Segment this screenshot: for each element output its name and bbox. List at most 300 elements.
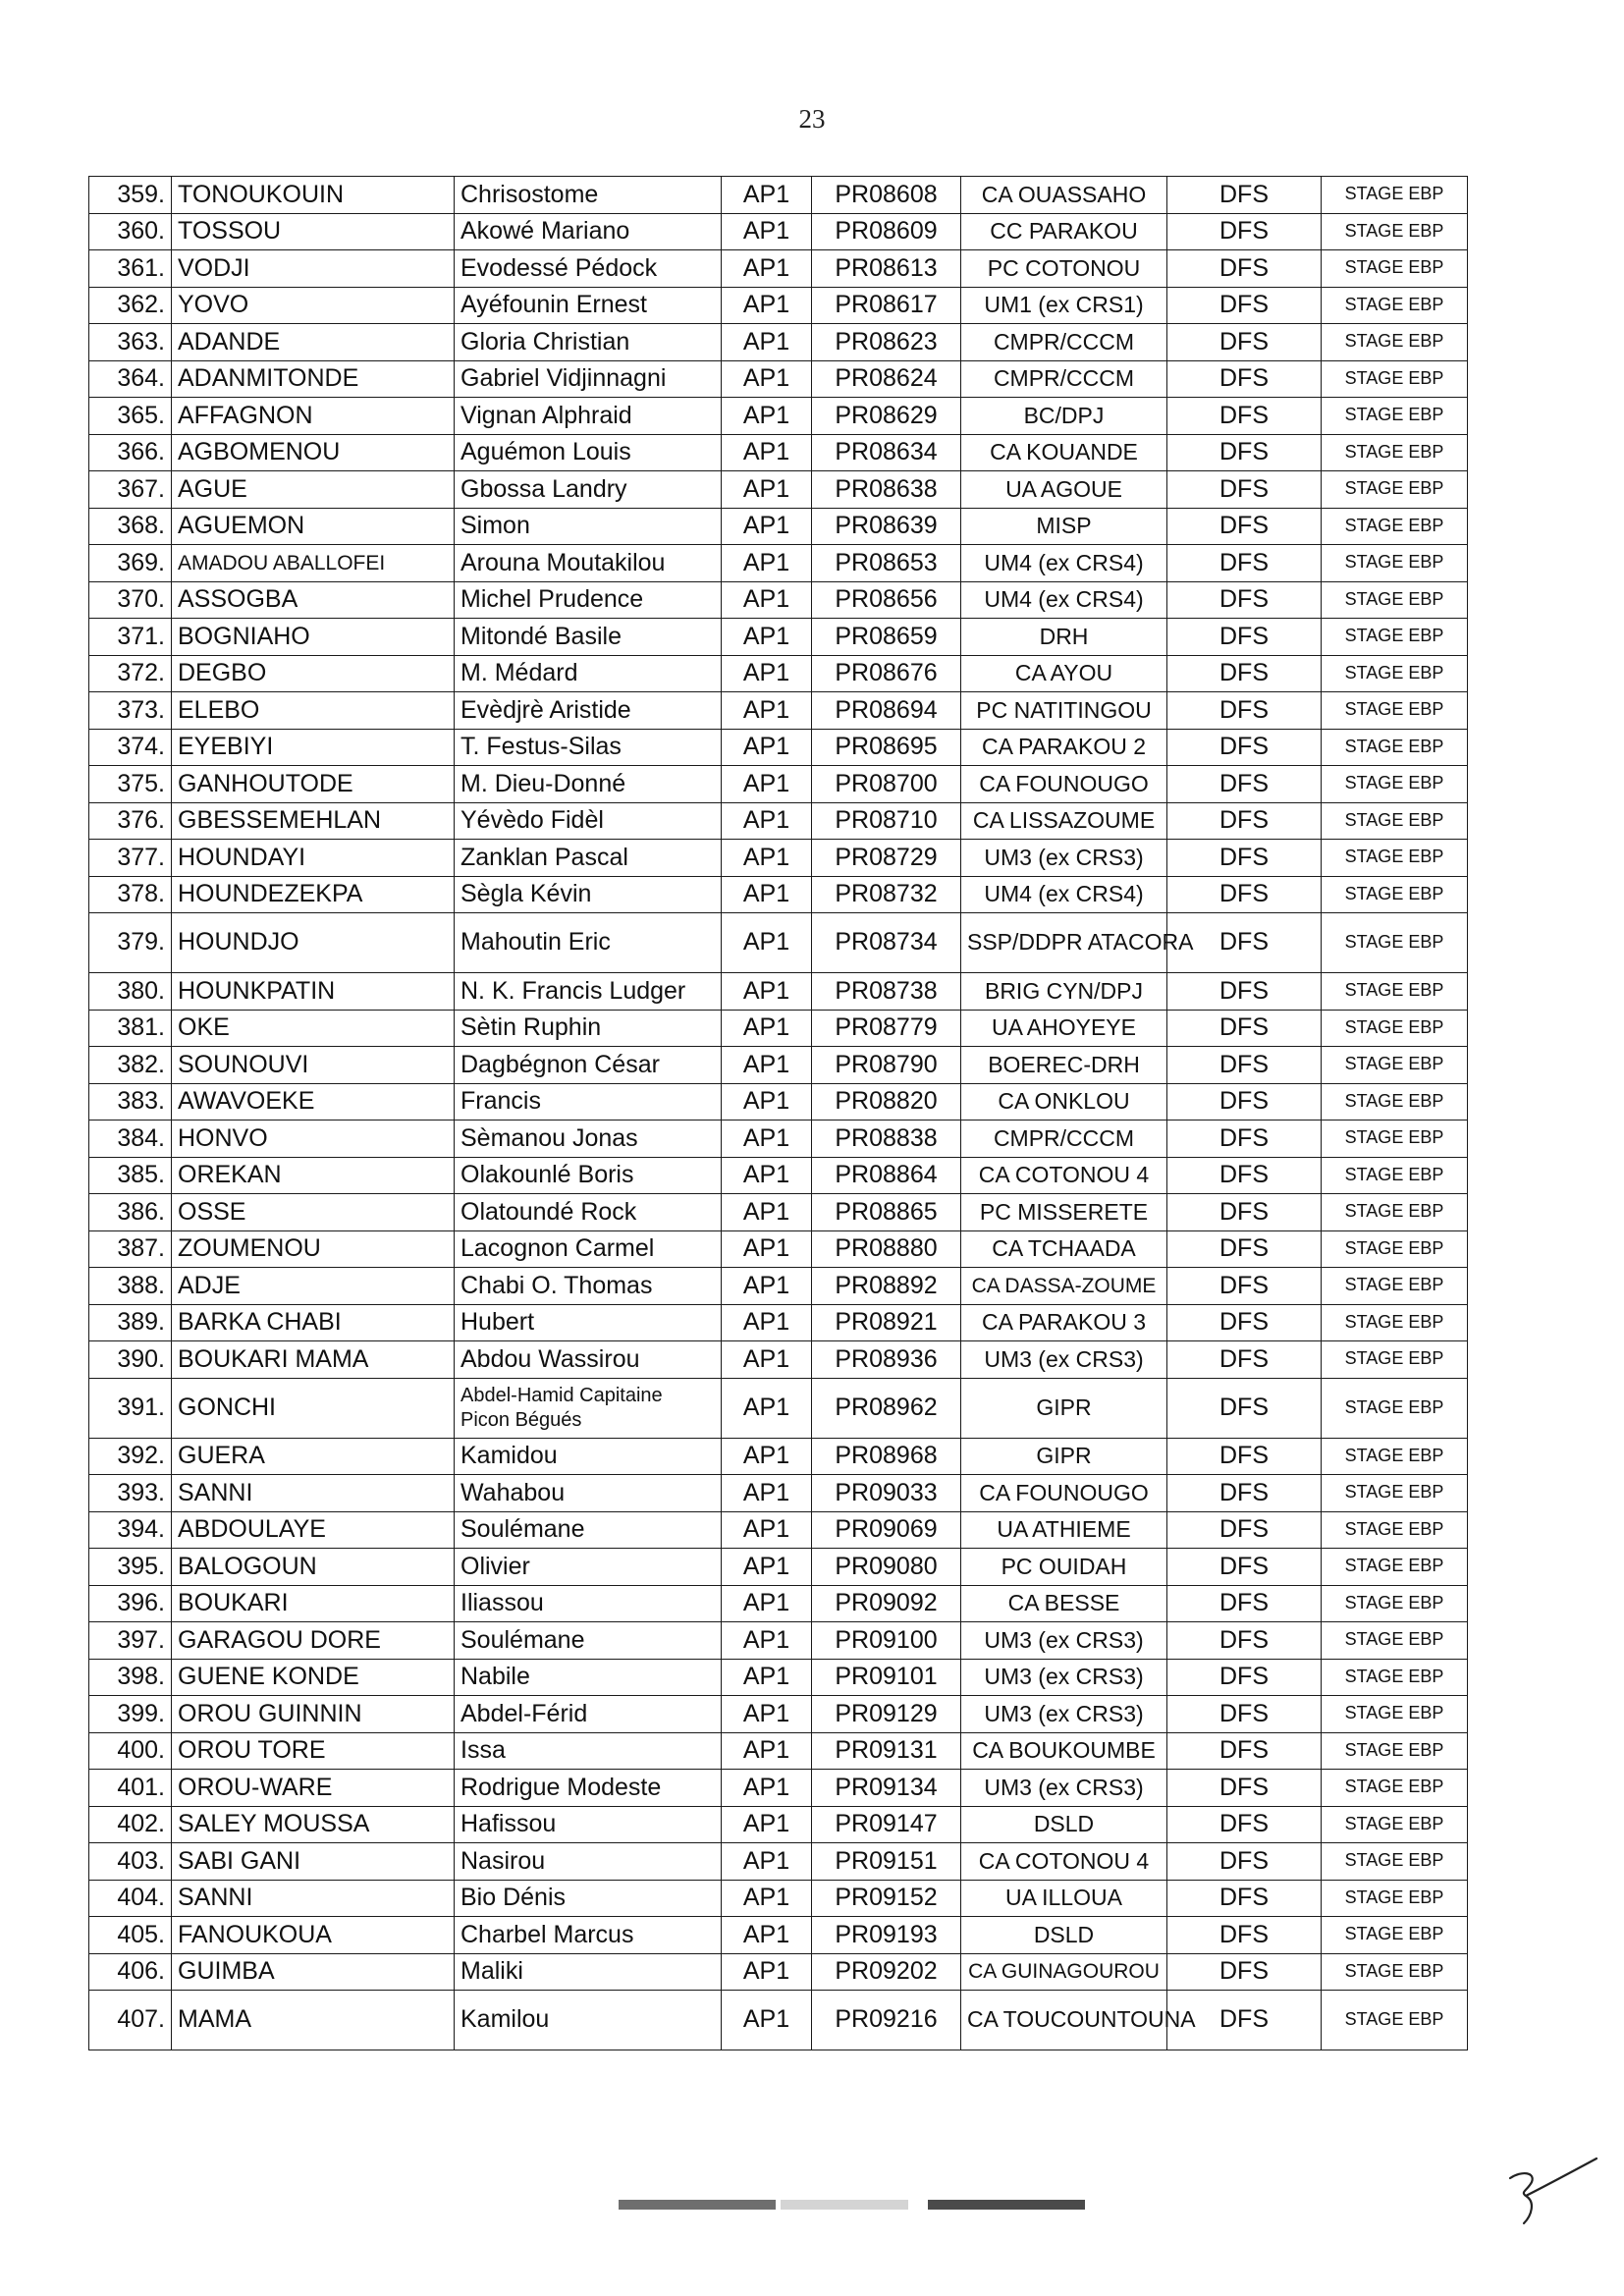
firstname-cell: Ayéfounin Ernest <box>455 287 722 324</box>
stage-cell: STAGE EBP <box>1322 1230 1468 1268</box>
table-row <box>89 1194 1468 1231</box>
table-row <box>89 1843 1468 1881</box>
stage-cell: STAGE EBP <box>1322 1917 1468 1954</box>
firstname-cell: Sègla Kévin <box>455 876 722 913</box>
service-cell: UM3 (ex CRS3) <box>961 1696 1167 1733</box>
firstname-cell: Hubert <box>455 1304 722 1341</box>
registration-code-cell: PR08676 <box>812 655 961 692</box>
grade-cell: AP1 <box>722 581 812 619</box>
grade-cell: AP1 <box>722 545 812 582</box>
firstname-cell: Wahabou <box>455 1475 722 1512</box>
stage-cell: STAGE EBP <box>1322 1880 1468 1917</box>
surname-cell: SANNI <box>172 1475 455 1512</box>
surname-cell: SALEY MOUSSA <box>172 1806 455 1843</box>
firstname-cell: Gloria Christian <box>455 324 722 361</box>
grade-cell: AP1 <box>722 324 812 361</box>
registration-code-cell: PR08609 <box>812 213 961 250</box>
table-row <box>89 1047 1468 1084</box>
registration-code-cell: PR09069 <box>812 1511 961 1549</box>
grade-cell: AP1 <box>722 1230 812 1268</box>
row-number: 361. <box>89 250 172 288</box>
firstname-cell: Abdel-Férid <box>455 1696 722 1733</box>
direction-cell: DFS <box>1167 692 1322 730</box>
row-number: 394. <box>89 1511 172 1549</box>
table-row <box>89 1732 1468 1770</box>
service-cell: UA ILLOUA <box>961 1880 1167 1917</box>
stage-cell: STAGE EBP <box>1322 619 1468 656</box>
scan-bar-middle <box>781 2200 908 2210</box>
table-row <box>89 287 1468 324</box>
grade-cell: AP1 <box>722 973 812 1011</box>
grade-cell: AP1 <box>722 1991 812 2050</box>
registration-code-cell: PR09131 <box>812 1732 961 1770</box>
grade-cell: AP1 <box>722 360 812 398</box>
table-row <box>89 1659 1468 1696</box>
stage-cell: STAGE EBP <box>1322 1843 1468 1881</box>
direction-cell: DFS <box>1167 324 1322 361</box>
row-number: 367. <box>89 471 172 509</box>
registration-code-cell: PR08617 <box>812 287 961 324</box>
firstname-cell: Rodrigue Modeste <box>455 1770 722 1807</box>
service-cell: UM3 (ex CRS3) <box>961 840 1167 877</box>
firstname-cell: Charbel Marcus <box>455 1917 722 1954</box>
table-row <box>89 1304 1468 1341</box>
table-row <box>89 1880 1468 1917</box>
stage-cell: STAGE EBP <box>1322 802 1468 840</box>
stage-cell: STAGE EBP <box>1322 1732 1468 1770</box>
grade-cell: AP1 <box>722 1157 812 1194</box>
direction-cell: DFS <box>1167 545 1322 582</box>
stage-cell: STAGE EBP <box>1322 1622 1468 1660</box>
table-row <box>89 545 1468 582</box>
grade-cell: AP1 <box>722 177 812 214</box>
direction-cell: DFS <box>1167 913 1322 973</box>
registration-code-cell: PR08880 <box>812 1230 961 1268</box>
registration-code-cell: PR08790 <box>812 1047 961 1084</box>
service-cell: CA COTONOU 4 <box>961 1843 1167 1881</box>
table-row <box>89 471 1468 509</box>
registration-code-cell: PR08700 <box>812 766 961 803</box>
firstname-cell: Hafissou <box>455 1806 722 1843</box>
registration-code-cell: PR08638 <box>812 471 961 509</box>
grade-cell: AP1 <box>722 1083 812 1121</box>
row-number: 378. <box>89 876 172 913</box>
table-row <box>89 1378 1468 1438</box>
registration-code-cell: PR08634 <box>812 434 961 471</box>
registration-code-cell: PR08779 <box>812 1010 961 1047</box>
stage-cell: STAGE EBP <box>1322 973 1468 1011</box>
surname-cell: FANOUKOUA <box>172 1917 455 1954</box>
service-cell: DSLD <box>961 1806 1167 1843</box>
registration-code-cell: PR08659 <box>812 619 961 656</box>
registration-code-cell: PR08729 <box>812 840 961 877</box>
stage-cell: STAGE EBP <box>1322 876 1468 913</box>
row-number: 362. <box>89 287 172 324</box>
firstname-cell: Soulémane <box>455 1622 722 1660</box>
firstname-cell: Francis <box>455 1083 722 1121</box>
service-cell: CMPR/CCCM <box>961 324 1167 361</box>
row-number: 391. <box>89 1378 172 1438</box>
grade-cell: AP1 <box>722 213 812 250</box>
row-number: 404. <box>89 1880 172 1917</box>
grade-cell: AP1 <box>722 1511 812 1549</box>
direction-cell: DFS <box>1167 1880 1322 1917</box>
firstname-cell: Nabile <box>455 1659 722 1696</box>
surname-cell: OROU-WARE <box>172 1770 455 1807</box>
registration-code-cell: PR08656 <box>812 581 961 619</box>
service-cell: CA PARAKOU 2 <box>961 729 1167 766</box>
stage-cell: STAGE EBP <box>1322 1953 1468 1991</box>
firstname-cell: M. Dieu-Donné <box>455 766 722 803</box>
row-number: 377. <box>89 840 172 877</box>
registration-code-cell: PR09080 <box>812 1549 961 1586</box>
service-cell: CA TOUCOUNTOUNA <box>961 1991 1167 2050</box>
registration-code-cell: PR09134 <box>812 1770 961 1807</box>
stage-cell: STAGE EBP <box>1322 1010 1468 1047</box>
table-row <box>89 655 1468 692</box>
grade-cell: AP1 <box>722 1880 812 1917</box>
surname-cell: OSSE <box>172 1194 455 1231</box>
row-number: 405. <box>89 1917 172 1954</box>
service-cell: CA KOUANDE <box>961 434 1167 471</box>
grade-cell: AP1 <box>722 729 812 766</box>
surname-cell: AGBOMENOU <box>172 434 455 471</box>
firstname-cell: Arouna Moutakilou <box>455 545 722 582</box>
service-cell: CA LISSAZOUME <box>961 802 1167 840</box>
surname-cell: GUENE KONDE <box>172 1659 455 1696</box>
registration-code-cell: PR09147 <box>812 1806 961 1843</box>
row-number: 374. <box>89 729 172 766</box>
registration-code-cell: PR08962 <box>812 1378 961 1438</box>
stage-cell: STAGE EBP <box>1322 1696 1468 1733</box>
firstname-cell: Mahoutin Eric <box>455 913 722 973</box>
row-number: 407. <box>89 1991 172 2050</box>
stage-cell: STAGE EBP <box>1322 177 1468 214</box>
registration-code-cell: PR08865 <box>812 1194 961 1231</box>
service-cell: BOEREC-DRH <box>961 1047 1167 1084</box>
registration-code-cell: PR08921 <box>812 1304 961 1341</box>
firstname-cell: Simon <box>455 508 722 545</box>
row-number: 384. <box>89 1121 172 1158</box>
grade-cell: AP1 <box>722 1549 812 1586</box>
scan-bar-right <box>928 2200 1085 2210</box>
direction-cell: DFS <box>1167 1585 1322 1622</box>
surname-cell: OKE <box>172 1010 455 1047</box>
direction-cell: DFS <box>1167 1991 1322 2050</box>
service-cell: UM3 (ex CRS3) <box>961 1770 1167 1807</box>
direction-cell: DFS <box>1167 802 1322 840</box>
service-cell: UM3 (ex CRS3) <box>961 1659 1167 1696</box>
firstname-cell: Chrisostome <box>455 177 722 214</box>
grade-cell: AP1 <box>722 802 812 840</box>
row-number: 379. <box>89 913 172 973</box>
row-number: 370. <box>89 581 172 619</box>
direction-cell: DFS <box>1167 1194 1322 1231</box>
service-cell: CA ONKLOU <box>961 1083 1167 1121</box>
direction-cell: DFS <box>1167 1696 1322 1733</box>
table-row <box>89 1475 1468 1512</box>
surname-cell: AMADOU ABALLOFEI <box>172 545 455 582</box>
grade-cell: AP1 <box>722 287 812 324</box>
direction-cell: DFS <box>1167 1304 1322 1341</box>
direction-cell: DFS <box>1167 1047 1322 1084</box>
table-row <box>89 1511 1468 1549</box>
stage-cell: STAGE EBP <box>1322 1659 1468 1696</box>
stage-cell: STAGE EBP <box>1322 840 1468 877</box>
table-row <box>89 729 1468 766</box>
row-number: 390. <box>89 1341 172 1379</box>
grade-cell: AP1 <box>722 1843 812 1881</box>
row-number: 403. <box>89 1843 172 1881</box>
grade-cell: AP1 <box>722 1378 812 1438</box>
firstname-cell: Lacognon Carmel <box>455 1230 722 1268</box>
stage-cell: STAGE EBP <box>1322 1083 1468 1121</box>
table-row <box>89 973 1468 1011</box>
stage-cell: STAGE EBP <box>1322 398 1468 435</box>
firstname-cell: Gbossa Landry <box>455 471 722 509</box>
service-cell: CA BESSE <box>961 1585 1167 1622</box>
firstname-cell: T. Festus-Silas <box>455 729 722 766</box>
registration-code-cell: PR09033 <box>812 1475 961 1512</box>
surname-cell: OREKAN <box>172 1157 455 1194</box>
registration-code-cell: PR08623 <box>812 324 961 361</box>
table-row <box>89 1341 1468 1379</box>
table-row <box>89 766 1468 803</box>
surname-cell: HOUNDEZEKPA <box>172 876 455 913</box>
stage-cell: STAGE EBP <box>1322 250 1468 288</box>
registration-code-cell: PR08710 <box>812 802 961 840</box>
stage-cell: STAGE EBP <box>1322 1991 1468 2050</box>
surname-cell: GUERA <box>172 1438 455 1475</box>
row-number: 371. <box>89 619 172 656</box>
service-cell: CA FOUNOUGO <box>961 1475 1167 1512</box>
firstname-cell: Zanklan Pascal <box>455 840 722 877</box>
grade-cell: AP1 <box>722 434 812 471</box>
direction-cell: DFS <box>1167 1659 1322 1696</box>
firstname-cell: Olivier <box>455 1549 722 1586</box>
registration-code-cell: PR09202 <box>812 1953 961 1991</box>
stage-cell: STAGE EBP <box>1322 324 1468 361</box>
grade-cell: AP1 <box>722 1806 812 1843</box>
firstname-cell: Iliassou <box>455 1585 722 1622</box>
row-number: 385. <box>89 1157 172 1194</box>
registration-code-cell: PR08738 <box>812 973 961 1011</box>
surname-cell: TONOUKOUIN <box>172 177 455 214</box>
registration-code-cell: PR09152 <box>812 1880 961 1917</box>
direction-cell: DFS <box>1167 581 1322 619</box>
firstname-cell: Sètin Ruphin <box>455 1010 722 1047</box>
row-number: 383. <box>89 1083 172 1121</box>
table-row <box>89 398 1468 435</box>
firstname-cell: Vignan Alphraid <box>455 398 722 435</box>
stage-cell: STAGE EBP <box>1322 1549 1468 1586</box>
stage-cell: STAGE EBP <box>1322 1268 1468 1305</box>
direction-cell: DFS <box>1167 1953 1322 1991</box>
row-number: 375. <box>89 766 172 803</box>
row-number: 360. <box>89 213 172 250</box>
registration-code-cell: PR08892 <box>812 1268 961 1305</box>
surname-cell: AWAVOEKE <box>172 1083 455 1121</box>
table-row <box>89 802 1468 840</box>
row-number: 387. <box>89 1230 172 1268</box>
firstname-cell: Gabriel Vidjinnagni <box>455 360 722 398</box>
service-cell: UM4 (ex CRS4) <box>961 581 1167 619</box>
direction-cell: DFS <box>1167 1511 1322 1549</box>
direction-cell: DFS <box>1167 1475 1322 1512</box>
row-number: 364. <box>89 360 172 398</box>
surname-cell: ABDOULAYE <box>172 1511 455 1549</box>
row-number: 373. <box>89 692 172 730</box>
table-row <box>89 1622 1468 1660</box>
table-row <box>89 1010 1468 1047</box>
surname-cell: AGUE <box>172 471 455 509</box>
direction-cell: DFS <box>1167 729 1322 766</box>
grade-cell: AP1 <box>722 1475 812 1512</box>
service-cell: CA COTONOU 4 <box>961 1157 1167 1194</box>
firstname-cell: Chabi O. Thomas <box>455 1268 722 1305</box>
service-cell: PC MISSERETE <box>961 1194 1167 1231</box>
direction-cell: DFS <box>1167 1917 1322 1954</box>
surname-cell: SOUNOUVI <box>172 1047 455 1084</box>
table-row <box>89 1549 1468 1586</box>
stage-cell: STAGE EBP <box>1322 655 1468 692</box>
service-cell: PC COTONOU <box>961 250 1167 288</box>
registration-code-cell: PR09216 <box>812 1991 961 2050</box>
grade-cell: AP1 <box>722 1438 812 1475</box>
stage-cell: STAGE EBP <box>1322 434 1468 471</box>
page-number: 23 <box>798 104 826 134</box>
service-cell: UM3 (ex CRS3) <box>961 1622 1167 1660</box>
direction-cell: DFS <box>1167 876 1322 913</box>
firstname-cell: Yévèdo Fidèl <box>455 802 722 840</box>
firstname-cell: Nasirou <box>455 1843 722 1881</box>
firstname-cell: Sèmanou Jonas <box>455 1121 722 1158</box>
stage-cell: STAGE EBP <box>1322 1475 1468 1512</box>
row-number: 395. <box>89 1549 172 1586</box>
service-cell: UA AHOYEYE <box>961 1010 1167 1047</box>
service-cell: CMPR/CCCM <box>961 1121 1167 1158</box>
direction-cell: DFS <box>1167 250 1322 288</box>
registration-code-cell: PR09129 <box>812 1696 961 1733</box>
surname-cell: HONVO <box>172 1121 455 1158</box>
direction-cell: DFS <box>1167 1230 1322 1268</box>
direction-cell: DFS <box>1167 213 1322 250</box>
surname-cell: BOGNIAHO <box>172 619 455 656</box>
table-row <box>89 1991 1468 2050</box>
registration-code-cell: PR08968 <box>812 1438 961 1475</box>
row-number: 397. <box>89 1622 172 1660</box>
surname-cell: GANHOUTODE <box>172 766 455 803</box>
surname-cell: ELEBO <box>172 692 455 730</box>
service-cell: UA AGOUE <box>961 471 1167 509</box>
table-row <box>89 1917 1468 1954</box>
table-row <box>89 1806 1468 1843</box>
stage-cell: STAGE EBP <box>1322 1806 1468 1843</box>
row-number: 359. <box>89 177 172 214</box>
table-row <box>89 250 1468 288</box>
surname-cell: ADJE <box>172 1268 455 1305</box>
surname-cell: GARAGOU DORE <box>172 1622 455 1660</box>
table-body <box>89 177 1468 2050</box>
direction-cell: DFS <box>1167 1341 1322 1379</box>
table-row <box>89 876 1468 913</box>
stage-cell: STAGE EBP <box>1322 1304 1468 1341</box>
stage-cell: STAGE EBP <box>1322 1121 1468 1158</box>
direction-cell: DFS <box>1167 287 1322 324</box>
row-number: 382. <box>89 1047 172 1084</box>
service-cell: UA ATHIEME <box>961 1511 1167 1549</box>
surname-cell: OROU GUINNIN <box>172 1696 455 1733</box>
stage-cell: STAGE EBP <box>1322 1511 1468 1549</box>
surname-cell: YOVO <box>172 287 455 324</box>
direction-cell: DFS <box>1167 434 1322 471</box>
row-number: 396. <box>89 1585 172 1622</box>
direction-cell: DFS <box>1167 508 1322 545</box>
direction-cell: DFS <box>1167 1157 1322 1194</box>
grade-cell: AP1 <box>722 1696 812 1733</box>
grade-cell: AP1 <box>722 655 812 692</box>
registration-code-cell: PR09101 <box>812 1659 961 1696</box>
service-cell: CA GUINAGOUROU <box>961 1953 1167 1991</box>
firstname-cell: M. Médard <box>455 655 722 692</box>
row-number: 386. <box>89 1194 172 1231</box>
direction-cell: DFS <box>1167 177 1322 214</box>
surname-cell: HOUNKPATIN <box>172 973 455 1011</box>
service-cell: CA PARAKOU 3 <box>961 1304 1167 1341</box>
service-cell: CA BOUKOUMBE <box>961 1732 1167 1770</box>
stage-cell: STAGE EBP <box>1322 1770 1468 1807</box>
grade-cell: AP1 <box>722 250 812 288</box>
grade-cell: AP1 <box>722 1121 812 1158</box>
stage-cell: STAGE EBP <box>1322 287 1468 324</box>
registration-code-cell: PR08653 <box>812 545 961 582</box>
direction-cell: DFS <box>1167 1121 1322 1158</box>
stage-cell: STAGE EBP <box>1322 729 1468 766</box>
firstname-cell: Abdou Wassirou <box>455 1341 722 1379</box>
service-cell: CA DASSA-ZOUME <box>961 1268 1167 1305</box>
surname-cell: BOUKARI <box>172 1585 455 1622</box>
table-row <box>89 840 1468 877</box>
table-row <box>89 913 1468 973</box>
service-cell: MISP <box>961 508 1167 545</box>
grade-cell: AP1 <box>722 508 812 545</box>
firstname-cell: Evèdjrè Aristide <box>455 692 722 730</box>
row-number: 401. <box>89 1770 172 1807</box>
surname-cell: HOUNDJO <box>172 913 455 973</box>
grade-cell: AP1 <box>722 913 812 973</box>
registration-code-cell: PR08936 <box>812 1341 961 1379</box>
row-number: 366. <box>89 434 172 471</box>
direction-cell: DFS <box>1167 766 1322 803</box>
direction-cell: DFS <box>1167 619 1322 656</box>
registration-code-cell: PR08734 <box>812 913 961 973</box>
service-cell: UM4 (ex CRS4) <box>961 876 1167 913</box>
row-number: 398. <box>89 1659 172 1696</box>
direction-cell: DFS <box>1167 1770 1322 1807</box>
service-cell: UM1 (ex CRS1) <box>961 287 1167 324</box>
service-cell: CA FOUNOUGO <box>961 766 1167 803</box>
row-number: 402. <box>89 1806 172 1843</box>
firstname-cell: Issa <box>455 1732 722 1770</box>
registration-code-cell: PR08613 <box>812 250 961 288</box>
direction-cell: DFS <box>1167 1268 1322 1305</box>
grade-cell: AP1 <box>722 1047 812 1084</box>
registration-code-cell: PR08864 <box>812 1157 961 1194</box>
personnel-table <box>88 176 1468 2050</box>
direction-cell: DFS <box>1167 1378 1322 1438</box>
grade-cell: AP1 <box>722 1304 812 1341</box>
direction-cell: DFS <box>1167 1732 1322 1770</box>
